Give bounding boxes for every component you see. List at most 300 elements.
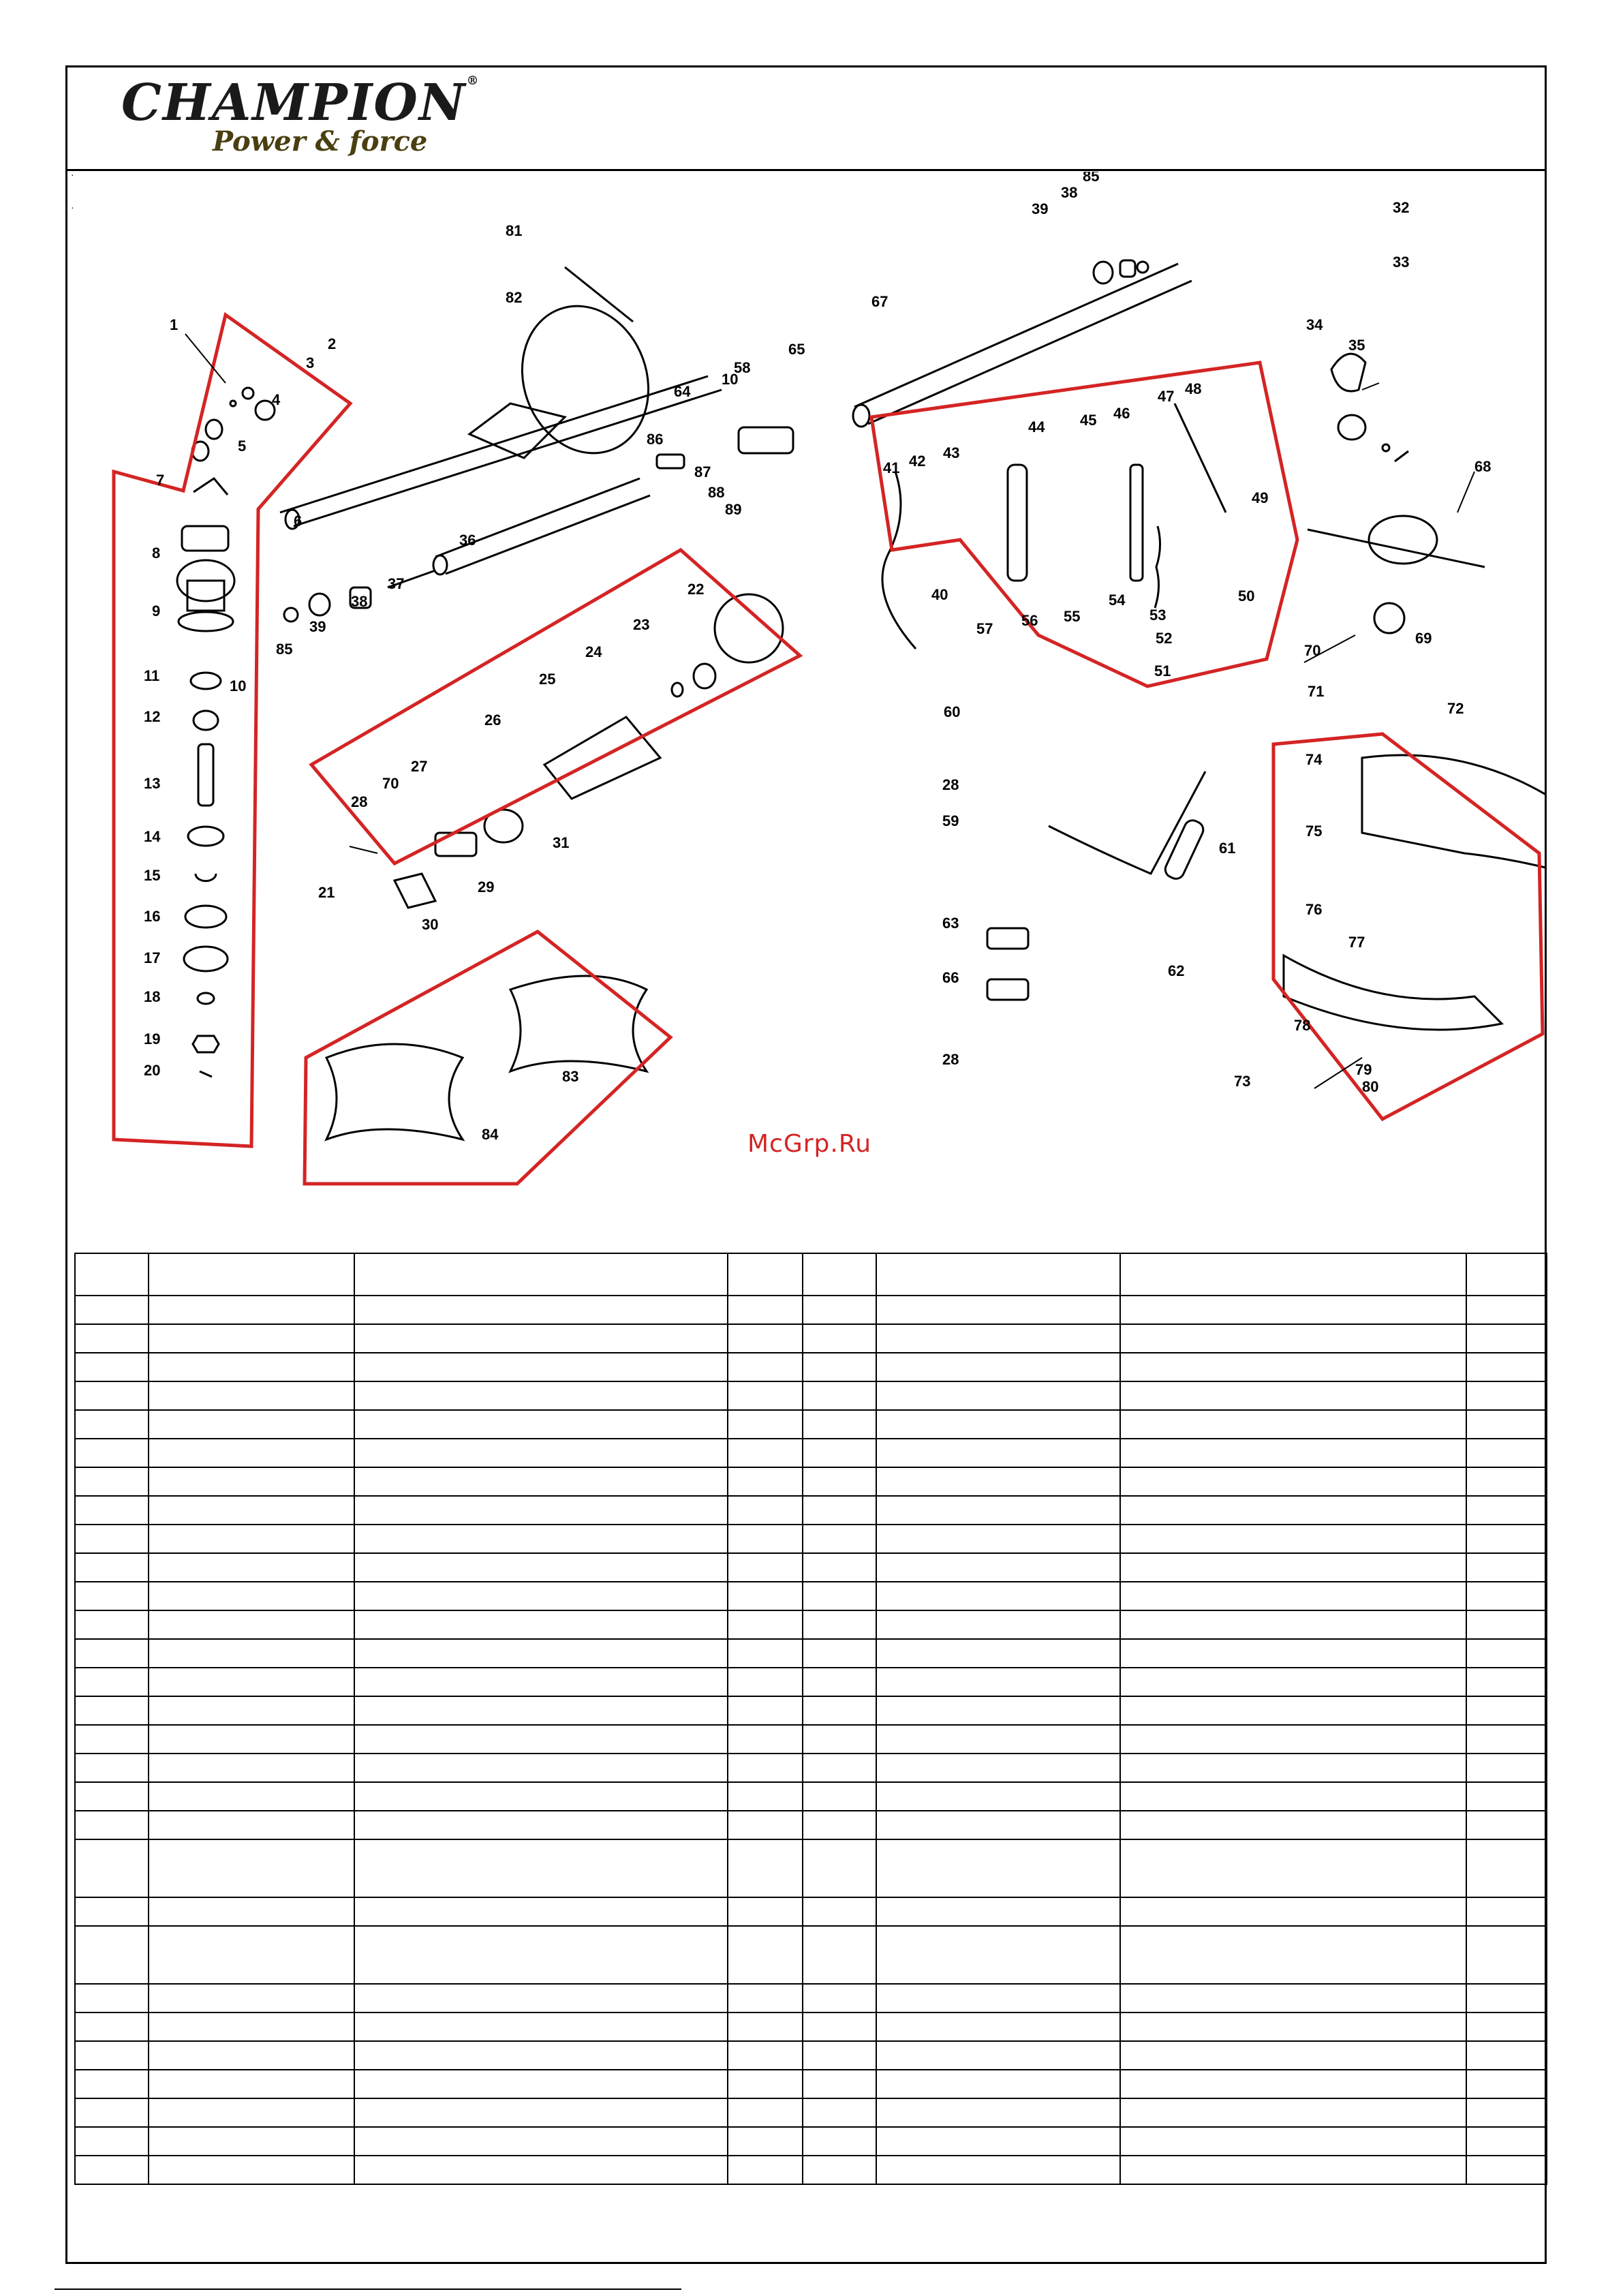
part-harness-buckle	[565, 267, 633, 322]
table-cell	[1466, 2041, 1547, 2070]
part-ring-33	[1338, 415, 1365, 440]
table-cell	[354, 1324, 728, 1353]
table-cell	[149, 1610, 354, 1639]
label-83: 83	[562, 1068, 579, 1085]
label-16: 16	[144, 908, 161, 925]
table-cell	[728, 1582, 803, 1610]
label-57: 57	[976, 620, 993, 637]
table-cell	[803, 1984, 876, 2012]
table-cell	[354, 1839, 728, 1897]
table-cell	[803, 1353, 876, 1381]
part-clip-2	[243, 388, 253, 399]
label-23: 23	[633, 616, 650, 633]
table-row	[75, 1410, 1547, 1439]
table-cell	[728, 2156, 803, 2184]
brand-name: CHAMPION®	[121, 74, 480, 132]
table-cell	[728, 1525, 803, 1553]
col-header	[149, 1253, 354, 1296]
table-cell	[354, 1725, 728, 1754]
table-cell	[728, 1926, 803, 1984]
parts-diagram	[67, 172, 1545, 1240]
table-cell	[75, 1582, 149, 1610]
table-cell	[728, 1811, 803, 1839]
label-81: 81	[506, 222, 523, 239]
table-cell	[803, 1525, 876, 1553]
label-22: 22	[687, 581, 705, 598]
table-row	[75, 2127, 1547, 2156]
table-cell	[1120, 1725, 1466, 1754]
table-cell	[149, 1926, 354, 1984]
label-77: 77	[1348, 934, 1365, 951]
table-cell	[876, 1754, 1120, 1782]
label-78: 78	[1294, 1017, 1311, 1034]
leader-lines	[185, 334, 1474, 1088]
table-cell	[803, 1381, 876, 1410]
table-cell	[149, 1839, 354, 1897]
table-cell	[876, 1467, 1120, 1496]
table-body	[75, 1296, 1547, 2184]
part-blade-83	[510, 976, 647, 1071]
table-cell	[354, 1496, 728, 1525]
table-cell	[75, 1754, 149, 1782]
table-cell	[1120, 1839, 1466, 1897]
part-shaft-5	[194, 478, 228, 495]
label-69: 69	[1415, 630, 1432, 647]
part-harness-pad	[469, 403, 565, 458]
table-cell	[1466, 1467, 1547, 1496]
part-clamp-66	[987, 979, 1028, 1000]
label-35: 35	[1348, 337, 1365, 354]
label-70b: 70	[382, 775, 399, 792]
watermark: McGrp.Ru	[747, 1130, 872, 1158]
header-divider	[67, 169, 1545, 171]
table-cell	[354, 2098, 728, 2127]
col-header	[728, 1253, 803, 1296]
table-cell	[1466, 1725, 1547, 1754]
table-cell	[1466, 1610, 1547, 1639]
table-cell	[728, 2127, 803, 2156]
table-cell	[803, 1553, 876, 1582]
table-cell	[354, 1782, 728, 1811]
part-washer-18	[198, 993, 214, 1004]
table-cell	[876, 1668, 1120, 1696]
table-cell	[803, 1754, 876, 1782]
table-cell	[75, 1353, 149, 1381]
label-30: 30	[422, 916, 439, 933]
table-cell	[876, 1839, 1120, 1897]
label-71: 71	[1308, 683, 1325, 700]
label-31: 31	[553, 834, 570, 851]
table-cell	[149, 1984, 354, 2012]
part-bolt-35	[1395, 451, 1408, 461]
label-11: 11	[144, 667, 160, 684]
table-cell	[149, 2012, 354, 2041]
table-row	[75, 2070, 1547, 2098]
table-cell	[1466, 1496, 1547, 1525]
part-cup-17	[184, 947, 228, 971]
table-cell	[1120, 1984, 1466, 2012]
table-cell	[75, 2012, 149, 2041]
part-nut-19	[193, 1036, 219, 1052]
part-spindle	[198, 744, 213, 806]
table-cell	[149, 1439, 354, 1467]
table-cell	[803, 1467, 876, 1496]
label-40: 40	[931, 586, 948, 603]
table-cell	[1466, 1984, 1547, 2012]
table-cell	[1466, 1639, 1547, 1668]
label-84: 84	[482, 1126, 499, 1143]
table-row	[75, 1984, 1547, 2012]
part-blade-84	[326, 1044, 463, 1139]
label-39b: 39	[1032, 200, 1049, 217]
label-51: 51	[1154, 662, 1171, 679]
table-cell	[1120, 2127, 1466, 2156]
label-49: 49	[1252, 489, 1269, 506]
table-cell	[149, 2070, 354, 2098]
part-clamp-87	[739, 427, 793, 453]
label-52: 52	[1156, 630, 1173, 647]
table-cell	[728, 1467, 803, 1496]
label-60: 60	[944, 703, 961, 720]
table-cell	[1120, 1439, 1466, 1467]
table-cell	[354, 1811, 728, 1839]
label-20: 20	[144, 1062, 161, 1079]
part-tube-67-top	[854, 264, 1178, 407]
label-65: 65	[788, 341, 805, 358]
brand-tagline: Power & force	[213, 125, 428, 157]
label-43: 43	[943, 444, 960, 461]
table-cell	[75, 1467, 149, 1496]
col-header	[354, 1253, 728, 1296]
table-cell	[876, 2070, 1120, 2098]
table-cell	[728, 1668, 803, 1696]
table-cell	[75, 1525, 149, 1553]
table-cell	[876, 1811, 1120, 1839]
label-41: 41	[883, 459, 900, 476]
table-cell	[1120, 1410, 1466, 1439]
table-cell	[354, 1553, 728, 1582]
table-cell	[354, 1467, 728, 1496]
label-5: 5	[238, 438, 247, 455]
table-cell	[1120, 1296, 1466, 1324]
part-tube-36-end	[433, 555, 447, 575]
table-cell	[728, 1610, 803, 1639]
table-cell	[75, 1553, 149, 1582]
table-cell	[876, 1553, 1120, 1582]
table-cell	[354, 1525, 728, 1553]
table-cell	[876, 2127, 1120, 2156]
table-cell	[1120, 1610, 1466, 1639]
label-42: 42	[909, 453, 926, 470]
brand-logo	[116, 68, 480, 164]
part-spring-53	[1155, 526, 1160, 608]
part-nut-85b	[1137, 262, 1148, 273]
table-cell	[728, 1897, 803, 1926]
label-46: 46	[1113, 405, 1130, 422]
label-87: 87	[694, 463, 711, 480]
col-header	[1466, 1253, 1547, 1296]
table-cell	[876, 1926, 1120, 1984]
table-row	[75, 1639, 1547, 1668]
label-50: 50	[1238, 587, 1255, 604]
table-cell	[75, 1610, 149, 1639]
table-cell	[728, 2070, 803, 2098]
table-cell	[1120, 1467, 1466, 1496]
table-cell	[1466, 1754, 1547, 1782]
part-tube-67-bottom	[868, 281, 1192, 424]
table-cell	[803, 1582, 876, 1610]
label-74: 74	[1305, 751, 1323, 768]
table-row	[75, 2012, 1547, 2041]
table-cell	[1466, 2012, 1547, 2041]
table-cell	[1120, 1525, 1466, 1553]
table-cell	[728, 1839, 803, 1897]
table-cell	[149, 1754, 354, 1782]
table-cell	[75, 2098, 149, 2127]
label-25: 25	[539, 671, 556, 688]
part-bracket-47	[1130, 465, 1143, 581]
label-56: 56	[1021, 612, 1038, 629]
part-gear-12	[194, 711, 218, 730]
table-row	[75, 1610, 1547, 1639]
label-13: 13	[144, 775, 161, 792]
table-cell	[354, 1582, 728, 1610]
label-54: 54	[1109, 592, 1126, 609]
table-cell	[354, 2127, 728, 2156]
table-cell	[803, 1926, 876, 1984]
table-cell	[876, 1324, 1120, 1353]
table-cell	[149, 1496, 354, 1525]
table-cell	[1466, 1381, 1547, 1410]
table-cell	[75, 1439, 149, 1467]
table-cell	[876, 1696, 1120, 1725]
part-bracket-30	[395, 874, 435, 908]
label-44: 44	[1028, 418, 1045, 435]
table-row	[75, 1668, 1547, 1696]
part-washer-3	[230, 401, 236, 406]
table-cell	[1120, 2012, 1466, 2041]
table-cell	[876, 1610, 1120, 1639]
label-58: 58	[734, 359, 751, 376]
part-drawings	[177, 260, 1545, 1139]
table-cell	[149, 1381, 354, 1410]
label-28c: 28	[942, 1051, 959, 1068]
label-86: 86	[647, 431, 664, 448]
table-cell	[728, 1296, 803, 1324]
part-circlip	[196, 874, 216, 881]
label-82: 82	[506, 289, 523, 306]
table-cell	[876, 1439, 1120, 1467]
table-cell	[803, 2127, 876, 2156]
part-sleeve-86	[657, 455, 684, 468]
table-cell	[1466, 1897, 1547, 1926]
table-cell	[876, 1897, 1120, 1926]
table-cell	[803, 1811, 876, 1839]
table-cell	[149, 1553, 354, 1582]
table-cell	[876, 1353, 1120, 1381]
table-cell	[354, 1353, 728, 1381]
label-18: 18	[144, 988, 161, 1005]
table-cell	[876, 1582, 1120, 1610]
label-28a: 28	[351, 793, 368, 810]
table-cell	[1466, 1668, 1547, 1696]
part-pin-20	[200, 1071, 212, 1077]
table-cell	[1120, 2070, 1466, 2098]
table-cell	[149, 2156, 354, 2184]
table-cell	[803, 1897, 876, 1926]
table-cell	[1466, 2098, 1547, 2127]
table-cell	[876, 1410, 1120, 1439]
part-gearbox-head	[182, 526, 228, 551]
table-cell	[803, 1725, 876, 1754]
table-cell	[803, 2098, 876, 2127]
highlight-outlines	[114, 315, 1543, 1184]
table-cell	[149, 1582, 354, 1610]
table-cell	[75, 1639, 149, 1668]
outline-gearbox-group	[114, 315, 350, 1146]
part-blade-guard-78	[1284, 955, 1502, 1030]
label-6: 6	[294, 512, 303, 530]
part-bushing-39b	[1094, 262, 1113, 284]
part-harness-strap	[502, 288, 668, 471]
label-47: 47	[1158, 388, 1175, 405]
table-cell	[803, 2041, 876, 2070]
table-cell	[1466, 1525, 1547, 1553]
table-cell	[1120, 1782, 1466, 1811]
part-grip-61	[1162, 818, 1205, 881]
label-29: 29	[478, 878, 495, 896]
table-cell	[803, 1610, 876, 1639]
part-gear-plate	[179, 612, 233, 631]
table-cell	[728, 1410, 803, 1439]
table-cell	[75, 1324, 149, 1353]
table-cell	[728, 1381, 803, 1410]
label-68: 68	[1474, 458, 1491, 475]
part-clamp-32	[1331, 354, 1365, 391]
outline-guard-group	[1273, 734, 1543, 1119]
table-cell	[149, 1668, 354, 1696]
table-cell	[728, 1553, 803, 1582]
table-cell	[75, 1926, 149, 1984]
col-header	[803, 1253, 876, 1296]
table-cell	[1120, 1668, 1466, 1696]
table-cell	[1466, 2070, 1547, 2098]
label-55: 55	[1064, 608, 1081, 625]
table-cell	[1466, 1553, 1547, 1582]
label-89: 89	[725, 501, 742, 518]
table-cell	[75, 1897, 149, 1926]
part-drive-shaft-36-bottom	[446, 495, 650, 574]
label-17: 17	[144, 949, 161, 966]
table-cell	[728, 2041, 803, 2070]
table-cell	[876, 2041, 1120, 2070]
label-79: 79	[1355, 1061, 1372, 1078]
table-cell	[1120, 1754, 1466, 1782]
table-row	[75, 1897, 1547, 1926]
part-bearing-4a	[206, 420, 222, 439]
table-row	[75, 1582, 1547, 1610]
table-cell	[75, 2041, 149, 2070]
label-1: 1	[170, 316, 179, 333]
table-cell	[876, 1296, 1120, 1324]
table-row	[75, 1467, 1547, 1496]
table-cell	[1120, 1582, 1466, 1610]
table-cell	[1120, 1926, 1466, 1984]
table-row	[75, 2098, 1547, 2127]
part-cable-50	[1175, 403, 1226, 512]
table-cell	[803, 1839, 876, 1897]
table-cell	[354, 1439, 728, 1467]
label-64: 64	[674, 383, 691, 400]
table-cell	[354, 1984, 728, 2012]
table-cell	[728, 1639, 803, 1668]
col-header	[1120, 1253, 1466, 1296]
table-cell	[1466, 1696, 1547, 1725]
stray-mark: ·	[71, 202, 74, 213]
part-trimmer-head-68	[1369, 516, 1437, 564]
table-cell	[876, 1984, 1120, 2012]
table-cell	[1120, 1639, 1466, 1668]
label-21: 21	[318, 884, 335, 901]
table-cell	[1466, 1839, 1547, 1897]
part-washer-16	[185, 906, 226, 928]
label-32: 32	[1393, 199, 1410, 216]
table-cell	[75, 1410, 149, 1439]
label-33: 33	[1393, 254, 1410, 271]
table-cell	[1120, 1897, 1466, 1926]
label-34: 34	[1306, 316, 1323, 333]
table-row	[75, 1839, 1547, 1897]
label-85b: 85	[1083, 172, 1100, 185]
label-72: 72	[1447, 700, 1464, 717]
table-cell	[354, 1926, 728, 1984]
table-row	[75, 1496, 1547, 1525]
table-cell	[354, 2070, 728, 2098]
outline-blade-guard-group	[311, 550, 800, 863]
table-cell	[728, 1496, 803, 1525]
label-39a: 39	[309, 618, 326, 635]
label-36: 36	[459, 532, 476, 549]
table-row	[75, 1525, 1547, 1553]
table-cell	[876, 2098, 1120, 2127]
table-cell	[75, 1839, 149, 1897]
table-cell	[149, 2127, 354, 2156]
table-cell	[728, 1696, 803, 1725]
col-header	[876, 1253, 1120, 1296]
table-cell	[1466, 1296, 1547, 1324]
table-cell	[149, 2041, 354, 2070]
label-28b: 28	[942, 776, 959, 793]
part-bushing-38b	[1120, 260, 1135, 277]
table-cell	[876, 1639, 1120, 1668]
table-cell	[803, 2012, 876, 2041]
label-9: 9	[152, 602, 161, 619]
table-cell	[354, 1668, 728, 1696]
table-cell	[149, 1811, 354, 1839]
label-66: 66	[942, 969, 959, 986]
table-cell	[354, 1610, 728, 1639]
part-bearing-11	[191, 673, 221, 689]
table-cell	[728, 1324, 803, 1353]
table-cell	[354, 2041, 728, 2070]
col-header	[75, 1253, 149, 1296]
table-cell	[354, 2012, 728, 2041]
table-row	[75, 2041, 1547, 2070]
table-cell	[1120, 1696, 1466, 1725]
label-38a: 38	[351, 593, 368, 610]
table-cell	[149, 1525, 354, 1553]
part-throttle-handle-40	[1008, 465, 1027, 581]
